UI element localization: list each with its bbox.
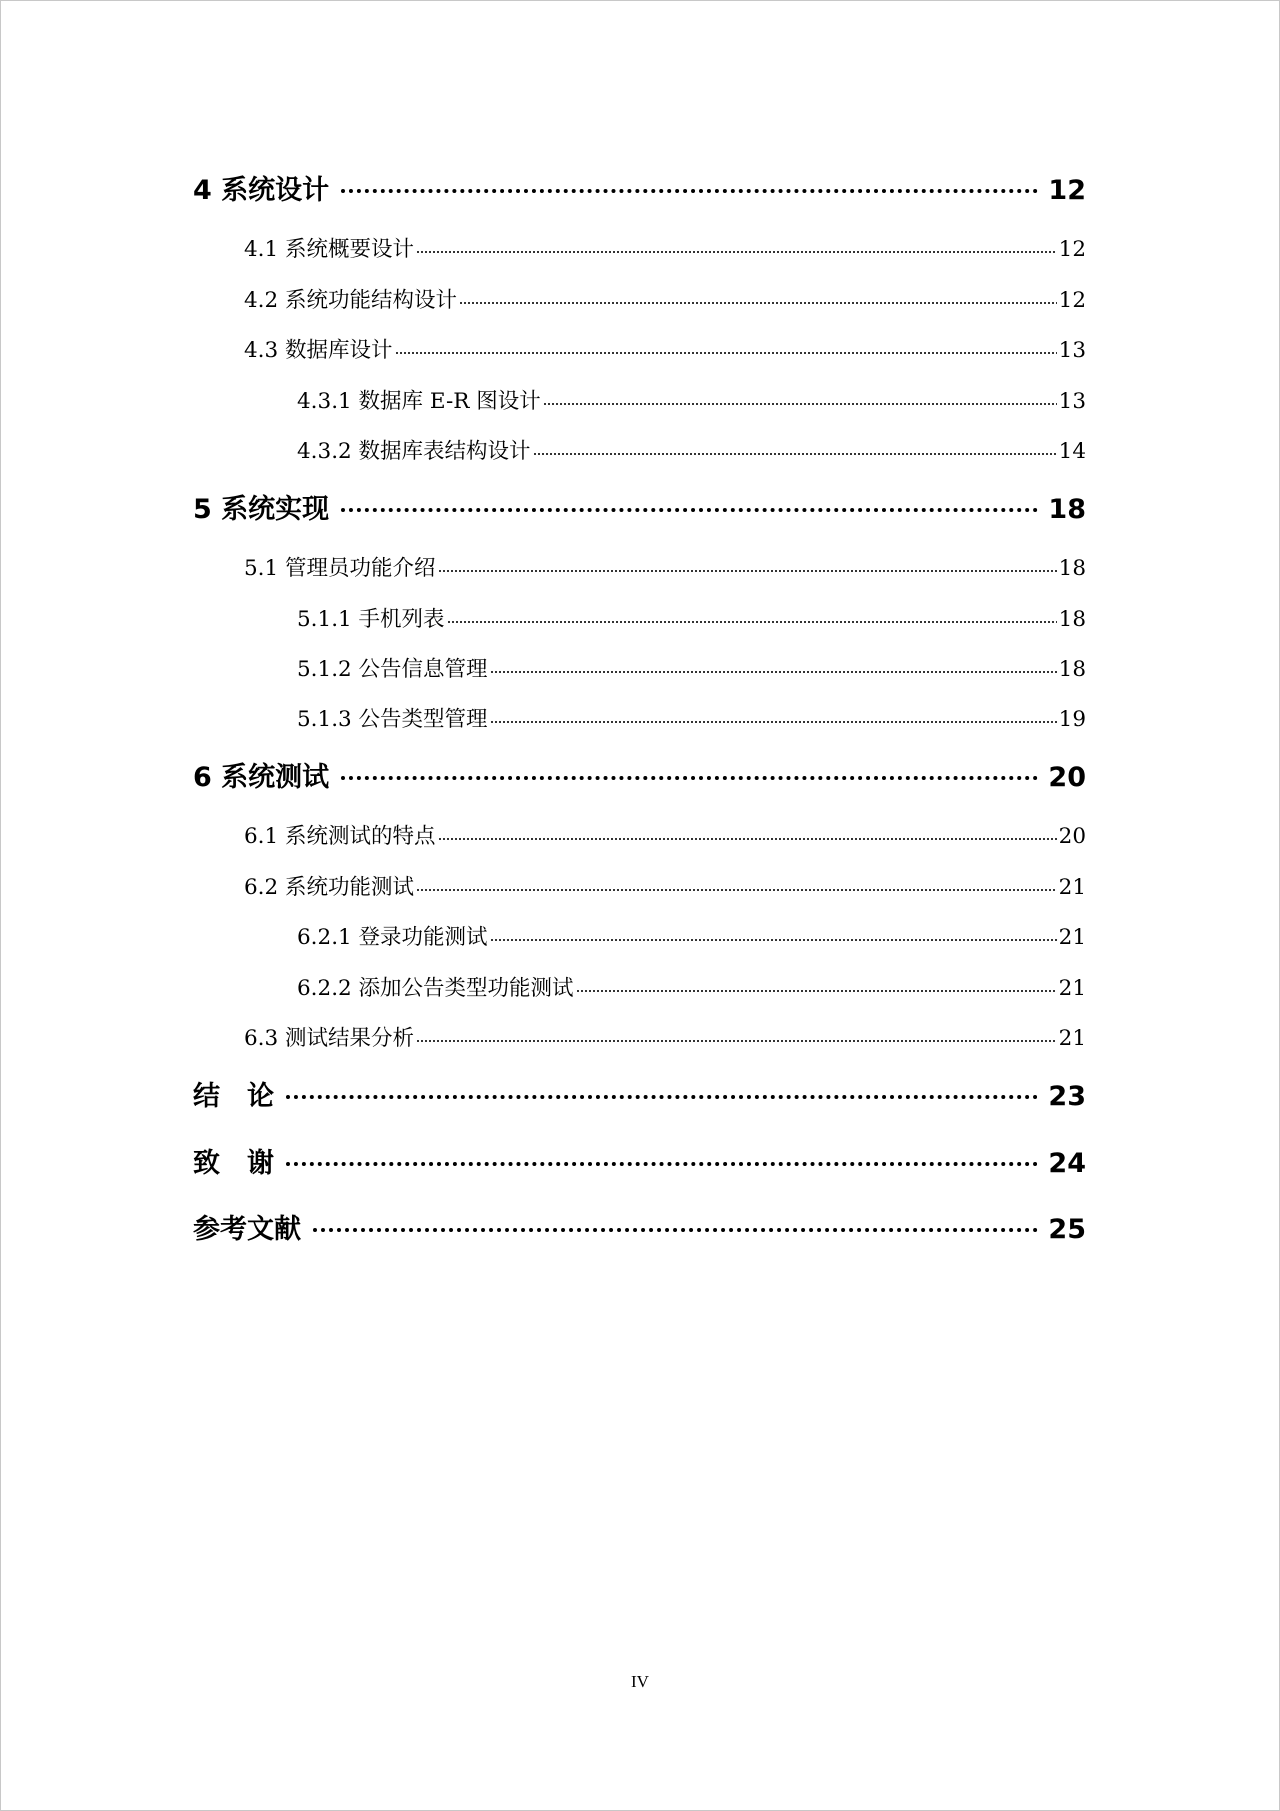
toc-entry-5-1[interactable]	[244, 551, 1086, 582]
dot-leader	[341, 508, 1038, 512]
toc-entry-4-3-2[interactable]	[297, 434, 1086, 465]
toc-entry-page: 18	[1058, 556, 1086, 581]
toc-entry-label: 6 系统测试	[193, 762, 330, 793]
dot-leader	[490, 721, 1057, 723]
dot-leader	[341, 189, 1038, 193]
dot-leader	[341, 776, 1038, 780]
toc-entry-page: 24	[1048, 1148, 1086, 1179]
toc-entry-4-3[interactable]	[244, 333, 1086, 364]
toc-entry-4-2[interactable]	[244, 283, 1086, 314]
dot-leader	[490, 939, 1057, 941]
toc-entry-label: 4.3.1 数据库 E-R 图设计	[297, 389, 541, 414]
toc-entry-5-1-2[interactable]	[297, 652, 1086, 683]
toc-entry-acknowledgements[interactable]	[193, 1141, 1086, 1180]
toc-entry-label: 6.2.2 添加公告类型功能测试	[297, 976, 574, 1001]
toc-entry-page: 14	[1058, 439, 1086, 464]
toc-entry-page: 18	[1058, 657, 1086, 682]
toc-entry-label: 致 谢	[193, 1148, 274, 1179]
dot-leader	[459, 302, 1057, 304]
toc-entry-page: 13	[1058, 338, 1086, 363]
toc-entry-5-1-1[interactable]	[297, 602, 1086, 633]
toc-entry-label: 6.3 测试结果分析	[244, 1026, 415, 1051]
toc-entry-label: 5 系统实现	[193, 494, 330, 525]
toc-entry-4-3-1[interactable]	[297, 384, 1086, 415]
dot-leader	[438, 570, 1057, 572]
toc-entry-page: 21	[1058, 976, 1086, 1001]
toc-entry-label: 5.1 管理员功能介绍	[244, 556, 436, 581]
page-number-footer: IV	[631, 1672, 649, 1691]
dot-leader	[395, 352, 1057, 354]
toc-entry-page: 18	[1058, 607, 1086, 632]
dot-leader	[313, 1228, 1038, 1232]
toc-entry-page: 21	[1058, 925, 1086, 950]
toc-entry-references[interactable]	[193, 1207, 1086, 1246]
toc-entry-label: 5.1.2 公告信息管理	[297, 657, 488, 682]
toc-entry-6-1[interactable]	[244, 819, 1086, 850]
dot-leader	[416, 251, 1057, 253]
toc-entry-page: 23	[1048, 1081, 1086, 1112]
toc-entry-page: 21	[1058, 1026, 1086, 1051]
dot-leader	[286, 1162, 1038, 1166]
toc-entry-page: 20	[1058, 824, 1086, 849]
toc-entry-label: 5.1.3 公告类型管理	[297, 707, 488, 732]
dot-leader	[490, 671, 1057, 673]
toc-entry-page: 18	[1048, 494, 1086, 525]
toc-entry-6-2[interactable]	[244, 870, 1086, 901]
toc-entry-6-3[interactable]	[244, 1021, 1086, 1052]
toc-entry-page: 20	[1048, 762, 1086, 793]
toc-entry-chapter-4[interactable]	[193, 168, 1086, 207]
toc-entry-label: 4.3.2 数据库表结构设计	[297, 439, 531, 464]
dot-leader	[543, 403, 1057, 405]
dot-leader	[416, 889, 1057, 891]
toc-entry-label: 6.2 系统功能测试	[244, 875, 415, 900]
toc-entry-label: 4 系统设计	[193, 175, 330, 206]
toc-entry-label: 6.2.1 登录功能测试	[297, 925, 488, 950]
dot-leader	[533, 453, 1057, 455]
toc-entry-chapter-6[interactable]	[193, 755, 1086, 794]
toc-entry-page: 12	[1058, 237, 1086, 262]
dot-leader	[416, 1040, 1057, 1042]
toc-entry-page: 19	[1058, 707, 1086, 732]
toc-entry-label: 4.1 系统概要设计	[244, 237, 415, 262]
toc-entry-page: 12	[1058, 288, 1086, 313]
toc-entry-chapter-5[interactable]	[193, 487, 1086, 526]
toc-entry-5-1-3[interactable]	[297, 702, 1086, 733]
toc-entry-label: 结 论	[193, 1081, 274, 1112]
dot-leader	[286, 1095, 1038, 1099]
toc-entry-label: 4.2 系统功能结构设计	[244, 288, 458, 313]
toc-entry-page: 13	[1058, 389, 1086, 414]
toc-entry-page: 25	[1048, 1214, 1086, 1245]
toc-entry-label: 参考文献	[193, 1214, 301, 1245]
toc-entry-page: 12	[1048, 175, 1086, 206]
dot-leader	[576, 990, 1057, 992]
toc-entry-label: 4.3 数据库设计	[244, 338, 393, 363]
toc-entry-page: 21	[1058, 875, 1086, 900]
toc-entry-6-2-1[interactable]	[297, 920, 1086, 951]
toc-entry-6-2-2[interactable]	[297, 971, 1086, 1002]
dot-leader	[447, 621, 1057, 623]
toc-entry-conclusion[interactable]	[193, 1074, 1086, 1113]
toc-entry-label: 6.1 系统测试的特点	[244, 824, 436, 849]
toc-entry-4-1[interactable]	[244, 232, 1086, 263]
dot-leader	[438, 838, 1057, 840]
toc-entry-label: 5.1.1 手机列表	[297, 607, 445, 632]
